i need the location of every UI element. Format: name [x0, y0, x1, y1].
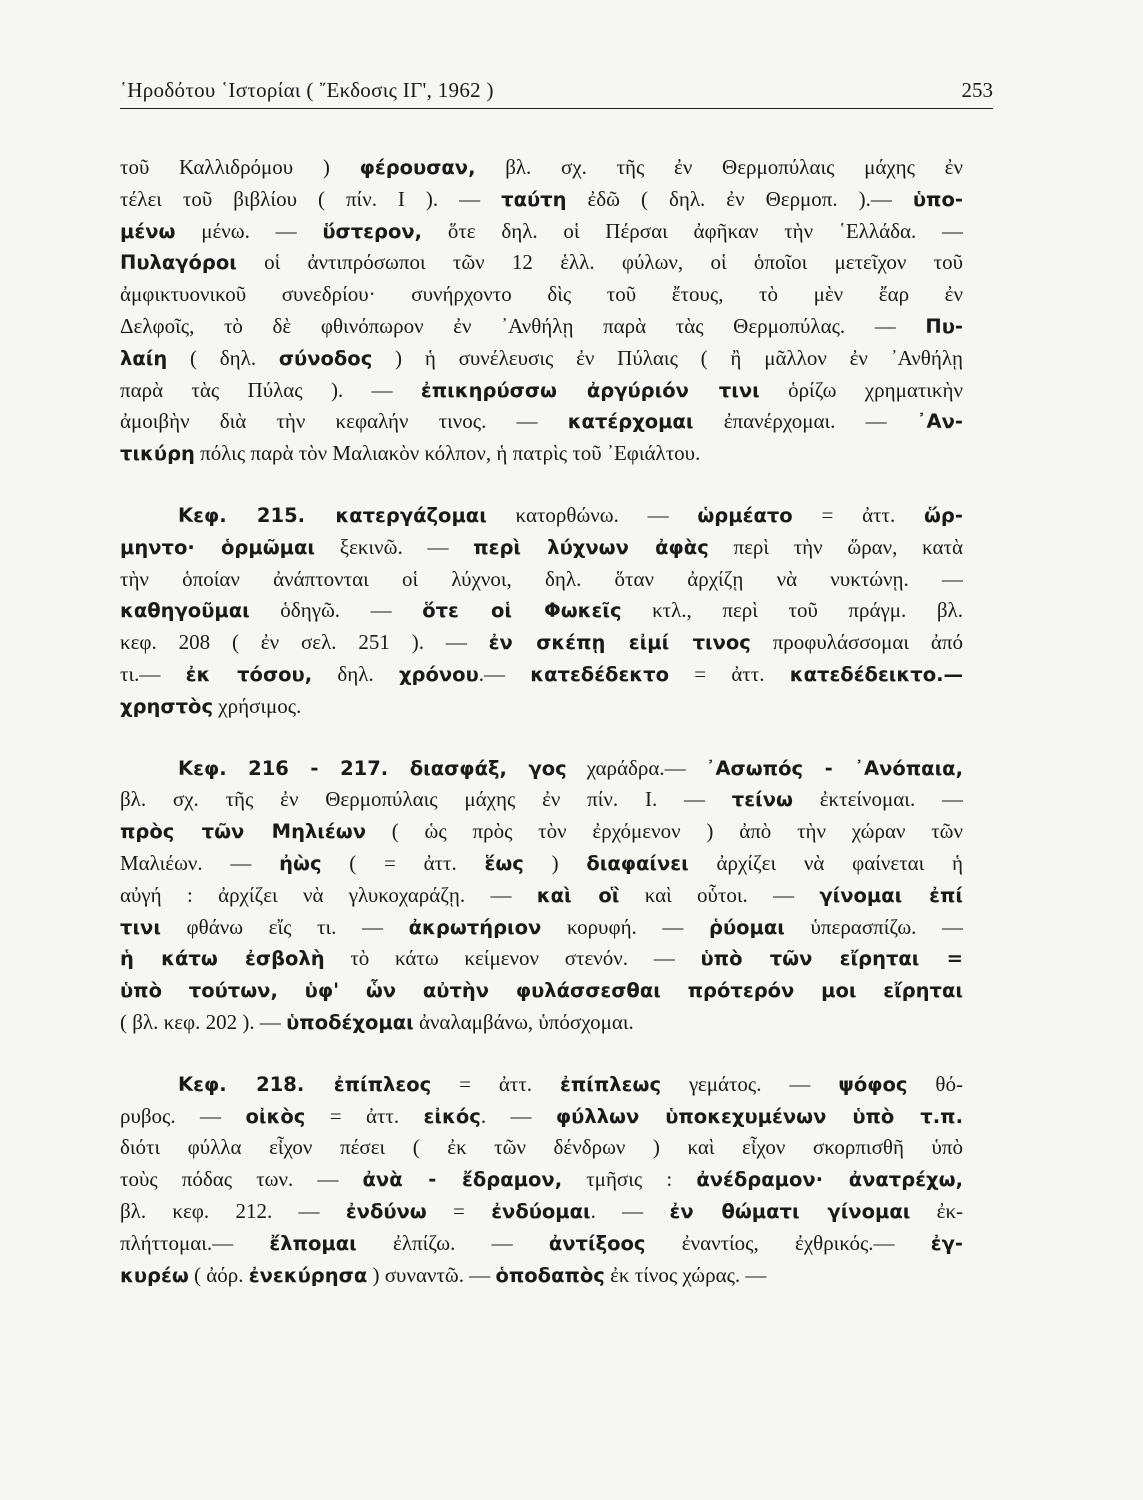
- text-line: [120, 1196, 963, 1228]
- lemma: τινι: [120, 915, 161, 939]
- text-line: [120, 375, 963, 407]
- lemma: Κεφ. 218. ἐπίπλεος: [178, 1072, 432, 1096]
- gloss: καὶ οὗτοι. —: [619, 882, 820, 907]
- text-line: [120, 247, 963, 279]
- text-line: [120, 1101, 963, 1133]
- lemma: ὑπὸ τούτων, ὑφ' ὧν αὐτὴν φυλάσσεσθαι πρότερόν μοι εἴρηται: [120, 979, 963, 1003]
- text-line: [120, 816, 963, 848]
- gloss: Δελφοῖς, τὸ δὲ φθινόπωρον ἐν ᾿Ανθήλῃ παρὰ τὰς Θερμοπύλας. —: [120, 313, 926, 338]
- paragraph: [120, 500, 963, 723]
- gloss: θό-: [907, 1071, 963, 1096]
- lemma: ταύτη: [501, 187, 567, 211]
- gloss: βλ. σχ. τῆς ἐν Θερμοπύλαις μάχης ἐν πίν. I. —: [120, 787, 732, 812]
- lemma: ἀντίξοος: [548, 1231, 646, 1255]
- gloss: = ἀττ.: [669, 661, 790, 686]
- lemma: ἐνδύνω: [345, 1199, 427, 1223]
- lemma: περὶ λύχνων ἀφὰς: [473, 535, 709, 559]
- gloss: ( δηλ.: [167, 345, 279, 370]
- gloss: δηλ.: [312, 661, 399, 686]
- text-line: [120, 564, 963, 596]
- lemma: μηντο· ὁρμῶμαι: [120, 535, 316, 559]
- paragraph: [120, 1069, 963, 1292]
- lemma: κατεδέδεκτο: [530, 662, 669, 686]
- paragraph: [120, 753, 963, 1039]
- gloss: ἐκ-: [910, 1198, 963, 1223]
- gloss: τὸ κάτω κείμενον στενόν. —: [324, 946, 701, 971]
- text-line: [120, 595, 963, 627]
- gloss: γεμάτος. —: [661, 1071, 839, 1096]
- lemma: ὑπο-: [912, 187, 963, 211]
- lemma: ᾿Ασωπός - ᾿Ανόπαια,: [705, 756, 963, 780]
- text-line: [120, 943, 963, 975]
- gloss: .—: [478, 661, 531, 686]
- text-line: [120, 880, 963, 912]
- lemma: ἐπίπλεως: [560, 1072, 662, 1096]
- lemma: ἀνέδραμον· ἀνατρέχω,: [696, 1168, 963, 1192]
- lemma: τείνω: [731, 788, 793, 812]
- lemma: ὑπὸ τῶν εἴρηται =: [700, 947, 963, 971]
- gloss: ἐδῶ ( δηλ. ἐν Θερμοπ. ).—: [566, 186, 913, 211]
- gloss: οἱ ἀντιπρόσωποι τῶν 12 ἑλλ. φύλων, οἱ ὁποῖοι μετεῖχον τοῦ: [236, 250, 963, 275]
- gloss: ἐκτείνομαι. —: [792, 787, 963, 812]
- gloss: . —: [590, 1198, 670, 1223]
- lemma: ὥρ-: [923, 503, 963, 527]
- gloss: ( βλ. κεφ. 202 ). —: [120, 1009, 287, 1034]
- gloss: βλ. σχ. τῆς ἐν Θερμοπύλαις μάχης ἐν: [475, 155, 963, 179]
- lemma: σύνοδος: [278, 346, 373, 370]
- gloss: αὐγή : ἀρχίζει νὰ γλυκοχαράζῃ. —: [120, 882, 537, 907]
- text-line: [120, 1069, 963, 1101]
- gloss: . —: [480, 1103, 556, 1128]
- running-header: [120, 74, 993, 109]
- lemma: Κεφ. 215. κατεργάζομαι: [178, 503, 487, 527]
- text-line: [120, 438, 963, 470]
- gloss: = ἀττ.: [305, 1103, 424, 1128]
- lemma: διαφαίνει: [586, 851, 689, 875]
- lemma: κατεδέδεικτο.—: [789, 662, 963, 686]
- lemma: οἰκὸς: [245, 1104, 306, 1128]
- lemma: κατέρχομαι: [567, 410, 694, 434]
- lemma: κυρέω: [120, 1263, 189, 1287]
- gloss: τμῆσις :: [562, 1167, 697, 1192]
- text-line: [120, 500, 963, 532]
- gloss: παρὰ τὰς Πύλας ). —: [120, 377, 421, 402]
- lemma: φύλλων ὑποκεχυμένων ὑπὸ τ.π.: [555, 1104, 963, 1128]
- gloss: τέλει τοῦ βιβλίου ( πίν. I ). —: [120, 186, 502, 211]
- lemma: μένω: [120, 219, 176, 243]
- gloss: μένω. —: [175, 218, 323, 243]
- gloss: ἐκ τίνος χώρας. —: [604, 1262, 767, 1287]
- text-line: [120, 912, 963, 944]
- lemma: ἔλπομαι: [269, 1231, 357, 1255]
- lemma: ὡρμέατο: [697, 503, 793, 527]
- text-line: [120, 311, 963, 343]
- gloss: ὁδηγῶ. —: [249, 598, 423, 623]
- gloss: ): [523, 850, 587, 875]
- gloss: = ἀττ.: [792, 502, 924, 527]
- text-line: [120, 279, 963, 311]
- lemma: ἐν θώματι γίνομαι: [669, 1199, 911, 1223]
- gloss: =: [426, 1198, 492, 1223]
- lemma: καὶ οἳ: [536, 883, 620, 907]
- lemma: ἀκρωτήριον: [408, 915, 542, 939]
- gloss: ἐλπίζω. —: [356, 1230, 549, 1255]
- text-line: [120, 406, 963, 438]
- page-number: 253: [961, 78, 993, 102]
- text-line: [120, 848, 963, 880]
- text-line: [120, 753, 963, 785]
- lemma: ἐγ-: [930, 1231, 963, 1255]
- text-line: [120, 1164, 963, 1196]
- text-line: [120, 532, 963, 564]
- gloss: ὅτε δηλ. οἱ Πέρσαι ἀφῆκαν τὴν ῾Ελλάδα. —: [422, 218, 963, 243]
- lemma: ἡ κάτω ἐσβολὴ: [120, 947, 325, 971]
- gloss: ἀρχίζει νὰ φαίνεται ἡ: [688, 850, 963, 875]
- gloss: περὶ τὴν ὥραν, κατὰ: [708, 534, 963, 559]
- gloss: ἀμοιβὴν διὰ τὴν κεφαλήν τινος. —: [120, 409, 568, 434]
- gloss: ( ὡς πρὸς τὸν ἐρχόμενον ) ἀπὸ τὴν χώραν τῶν: [365, 819, 963, 844]
- lemma: καθηγοῦμαι: [120, 599, 250, 623]
- lemma: ἐνδύομαι: [491, 1199, 591, 1223]
- lemma: Πυλαγόροι: [120, 251, 237, 275]
- text-line: [120, 216, 963, 248]
- lemma: φέρουσαν,: [359, 156, 476, 179]
- running-title: ῾Ηροδότου ῾Ιστορίαι ( ῎Εκδοσις ΙΓ', 1962 ): [120, 78, 494, 102]
- gloss: ἀμφικτυονικοῦ συνεδρίου· συνήρχοντο δὶς τοῦ ἔτους, τὸ μὲν ἔαρ ἐν: [120, 282, 963, 307]
- gloss: ὁρίζω χρηματικὴν: [759, 377, 963, 402]
- lemma: ῥύομαι: [709, 915, 785, 939]
- lemma: ὕστερον,: [322, 219, 423, 243]
- gloss: πόλις παρὰ τὸν Μαλιακὸν κόλπον, ἡ πατρὶς τοῦ ᾿Εφιάλτου.: [194, 441, 701, 466]
- gloss: τοὺς πόδας των. —: [120, 1167, 363, 1192]
- gloss: ἐναντίος, ἐχθρικός.—: [645, 1230, 931, 1255]
- gloss: ( = ἀττ.: [321, 850, 485, 875]
- gloss: κεφ. 208 ( ἐν σελ. 251 ). —: [120, 630, 489, 655]
- lemma: ᾿Αν-: [916, 410, 963, 434]
- lemma: ὅτε οἱ Φωκεῖς: [422, 599, 622, 623]
- text-line: [120, 659, 963, 691]
- text-line: [120, 627, 963, 659]
- gloss: ( ἀόρ.: [188, 1262, 249, 1287]
- lemma: ἐπικηρύσσω ἀργύριόν τινι: [420, 378, 760, 402]
- gloss: ἀναλαμβάνω, ὑπόσχομαι.: [413, 1009, 634, 1034]
- gloss: χαράδρα.—: [566, 755, 706, 780]
- lemma: τικύρη: [120, 442, 195, 466]
- gloss: = ἀττ.: [431, 1071, 560, 1096]
- text-line: [120, 1132, 963, 1164]
- gloss: χρήσιμος.: [213, 693, 302, 718]
- gloss: διότι φύλλα εἶχον πέσει ( ἐκ τῶν δένδρων ) καὶ εἶχον σκορπισθῆ ὑπὸ: [120, 1135, 963, 1160]
- gloss: τι.—: [120, 661, 186, 686]
- gloss: κατορθώνω. —: [486, 502, 698, 527]
- gloss: φθάνω εἴς τι. —: [160, 914, 409, 939]
- lemma: ἠὼς: [279, 851, 322, 875]
- lemma: ἐνεκύρησα: [248, 1263, 368, 1287]
- gloss: κτλ., περὶ τοῦ πράγμ. βλ.: [621, 598, 963, 623]
- gloss: κορυφή. —: [541, 914, 710, 939]
- gloss: τὴν ὁποίαν ἀνάπτονται οἱ λύχνοι, δηλ. ὅταν ἀρχίζῃ νὰ νυκτώνῃ. —: [120, 566, 963, 591]
- text-line: [120, 1228, 963, 1260]
- gloss: τοῦ Καλλιδρόμου ): [120, 155, 360, 179]
- lemma: πρὸς τῶν Μηλιέων: [120, 820, 366, 844]
- lemma: ἐκ τόσου,: [185, 662, 313, 686]
- lemma: ὁποδαπὸς: [495, 1263, 605, 1287]
- text-line: [120, 1260, 963, 1292]
- lemma: Πυ-: [925, 314, 963, 338]
- lemma: Κεφ. 216 - 217. διασφάξ, γος: [178, 756, 567, 780]
- text-line: [120, 691, 963, 723]
- text-line: [120, 975, 963, 1007]
- gloss: πλήττομαι.—: [120, 1230, 270, 1255]
- lemma: λαίη: [120, 346, 168, 370]
- gloss: ρυβος. —: [120, 1103, 246, 1128]
- commentary-text: [120, 152, 963, 1291]
- gloss: ) συναντῶ. —: [367, 1262, 496, 1287]
- gloss: βλ. κεφ. 212. —: [120, 1198, 346, 1223]
- gloss: ξεκινῶ. —: [315, 534, 474, 559]
- gloss: ὑπερασπίζω. —: [784, 914, 963, 939]
- lemma: γίνομαι ἐπί: [819, 883, 963, 907]
- paragraph: [120, 152, 963, 470]
- lemma: ὑποδέχομαι: [286, 1010, 414, 1034]
- lemma: ἀνὰ - ἔδραμον,: [362, 1168, 563, 1192]
- lemma: ἕως: [484, 851, 524, 875]
- text-line: [120, 152, 963, 184]
- gloss: προφυλάσσομαι ἀπό: [750, 630, 963, 655]
- text-line: [120, 184, 963, 216]
- lemma: εἰκός: [423, 1104, 481, 1128]
- lemma: χρόνου: [398, 662, 479, 686]
- text-line: [120, 1007, 963, 1039]
- text-line: [120, 343, 963, 375]
- text-line: [120, 784, 963, 816]
- gloss: ) ἡ συνέλευσις ἐν Πύλαις ( ἢ μᾶλλον ἐν ᾿Ανθήλῃ: [372, 345, 963, 370]
- gloss: ἐπανέρχομαι. —: [693, 409, 917, 434]
- gloss: Μαλιέων. —: [120, 850, 280, 875]
- lemma: ἐν σκέπῃ εἰμί τινος: [488, 631, 751, 655]
- lemma: ψόφος: [838, 1072, 908, 1096]
- lemma: χρηστὸς: [120, 694, 214, 718]
